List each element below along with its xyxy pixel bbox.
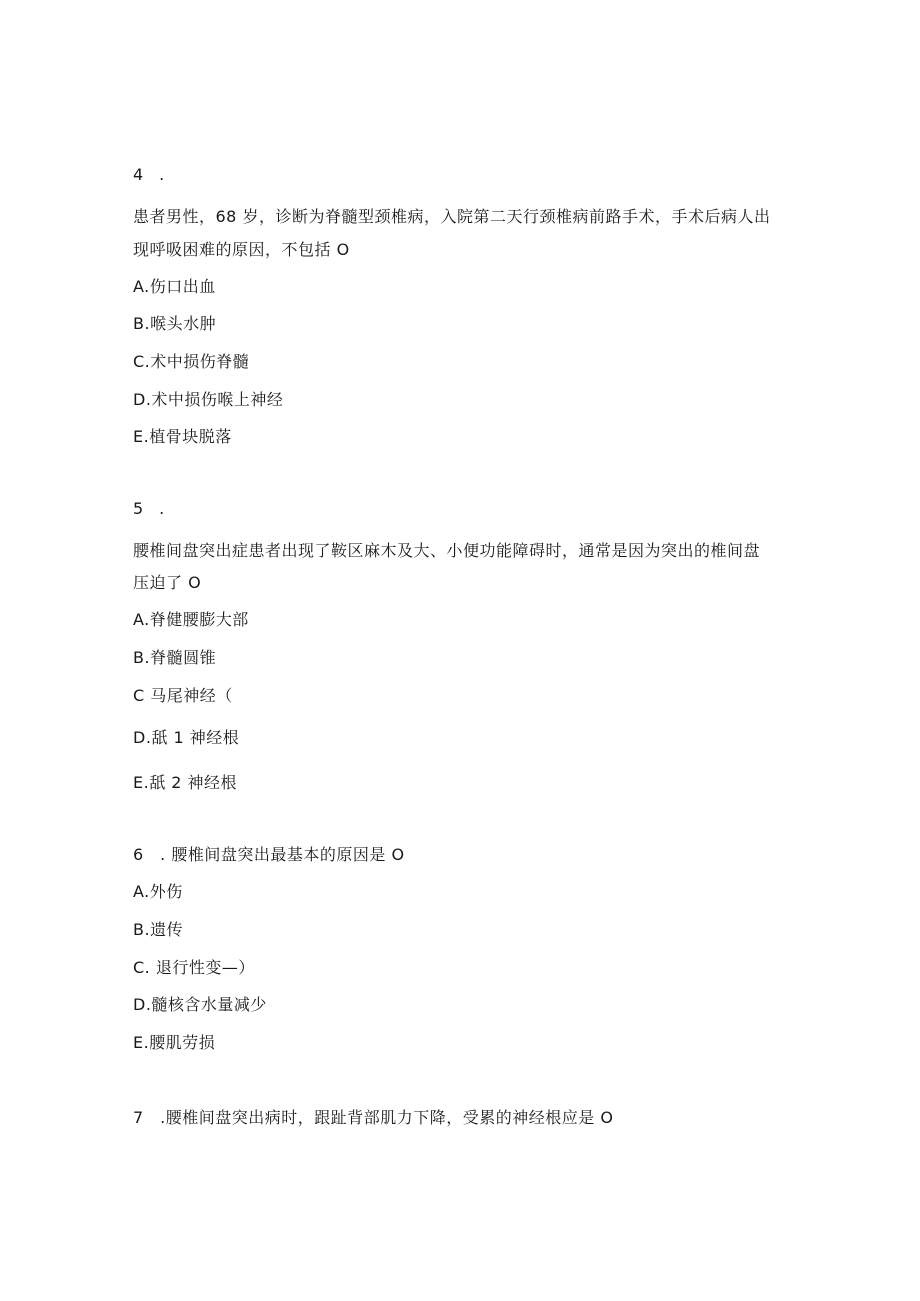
question-4-stem-line-1: 患者男性，68 岁，诊断为脊髓型颈椎病，入院第二天行颈椎病前路手术，手术后病人出 (133, 207, 771, 226)
question-4-option-c: C.术中损伤脊髓 (133, 352, 250, 371)
question-4-option-d: D.术中损伤喉上神经 (133, 390, 284, 409)
question-5-option-a: A.脊健腰膨大部 (133, 610, 249, 629)
question-5-option-e: E.舐 2 神经根 (133, 773, 238, 792)
question-4-stem-line-2: 现呼吸困难的原因，不包括 O (133, 240, 350, 259)
question-4-option-b: B.喉头水肿 (133, 314, 217, 333)
question-5-stem-line-1: 腰椎间盘突出症患者出现了鞍区麻木及大、小便功能障碍时，通常是因为突出的椎间盘 (133, 541, 761, 560)
question-4-option-e: E.植骨块脱落 (133, 427, 232, 446)
question-5-option-d: D.舐 1 神经根 (133, 728, 240, 747)
question-6-stem: 6 . 腰椎间盘突出最基本的原因是 O (133, 845, 405, 864)
question-6-option-b: B.遗传 (133, 920, 184, 939)
question-5-stem-line-2: 压迫了 O (133, 573, 202, 592)
question-6-option-c: C. 退行性变—） (133, 958, 255, 977)
question-5-number: 5 . (133, 499, 165, 518)
question-4-number: 4 . (133, 165, 165, 184)
question-4-option-a: A.伤口出血 (133, 277, 216, 296)
question-5-option-b: B.脊髓圆锥 (133, 648, 217, 667)
question-5-option-c: C 马尾神经（ (133, 686, 233, 705)
question-6-option-e: E.腰肌劳损 (133, 1033, 216, 1052)
question-6-option-a: A.外伤 (133, 882, 183, 901)
question-6-option-d: D.髓核含水量减少 (133, 995, 267, 1014)
question-7-stem: 7 .腰椎间盘突出病时，跟趾背部肌力下降，受累的神经根应是 O (133, 1108, 614, 1127)
